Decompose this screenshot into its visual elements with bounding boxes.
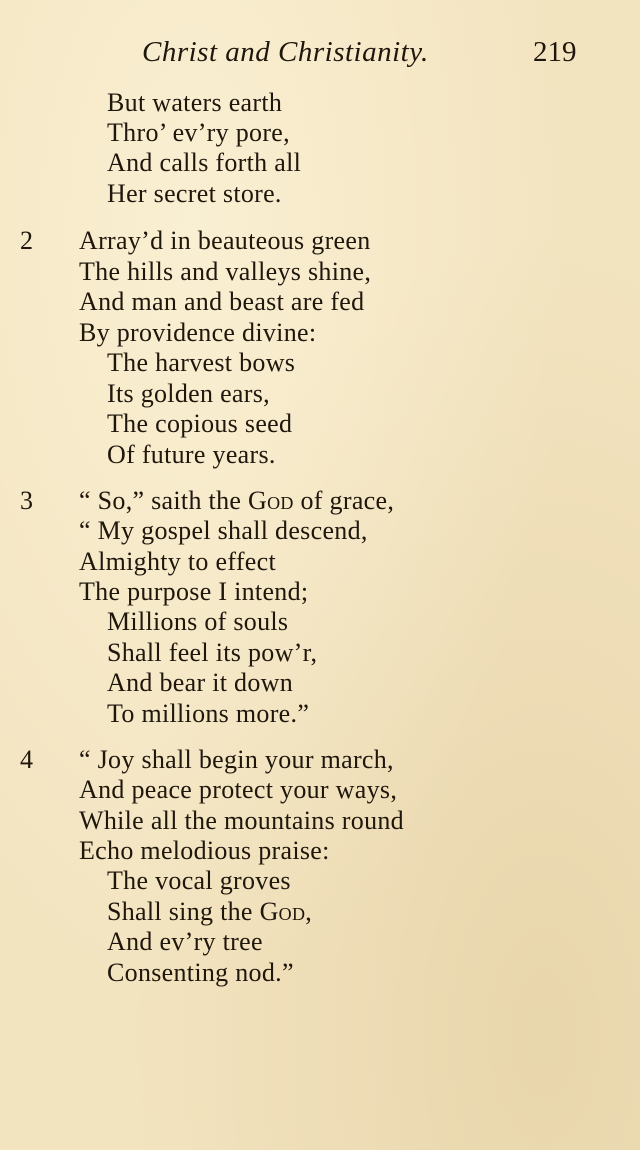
verse-line: And man and beast are fed [79, 287, 365, 316]
divine-name: God [248, 486, 294, 515]
verse-line: “ My gospel shall descend, [79, 516, 368, 545]
verse-line: Array’d in beauteous green [79, 226, 371, 255]
verse-line [107, 897, 312, 927]
verse-line: The hills and valleys shine, [79, 257, 372, 286]
verse-text: “ So,” saith the [79, 486, 249, 515]
verse-line: While all the mountains round [79, 806, 404, 835]
page-number: 219 [533, 36, 577, 68]
verse-line: Consenting nod.” [107, 958, 294, 987]
verse-line: And bear it down [107, 668, 294, 697]
verse-line: And calls forth all [107, 148, 302, 177]
running-title: Christ and Christianity. [142, 36, 429, 68]
verse-line: Its golden ears, [107, 379, 270, 408]
stanza-number: 2 [20, 226, 33, 255]
verse-line: “ Joy shall begin your march, [79, 745, 394, 774]
verse-line [79, 486, 394, 516]
verse-line: To millions more.” [107, 699, 310, 728]
verse-line: The purpose I intend; [79, 577, 309, 606]
verse-text: , [305, 897, 313, 926]
verse-line: The copious seed [107, 409, 293, 438]
verse-line: And ev’ry tree [107, 927, 263, 956]
verse-line: The vocal groves [107, 866, 291, 895]
verse-line: By providence divine: [79, 318, 317, 347]
verse-line: Almighty to effect [79, 547, 276, 576]
stanza-number: 3 [20, 486, 33, 515]
verse-line: Thro’ ev’ry pore, [107, 118, 290, 147]
verse-line: Echo melodious praise: [79, 836, 330, 865]
verse-line: But waters earth [107, 88, 283, 117]
verse-text: of grace, [293, 486, 395, 515]
stanza-number: 4 [20, 745, 33, 774]
verse-line: Her secret store. [107, 179, 282, 208]
verse-line: The harvest bows [107, 348, 296, 377]
verse-line: Shall feel its pow’r, [107, 638, 318, 667]
verse-text: Shall sing the [107, 897, 260, 926]
divine-name: God [259, 897, 306, 926]
verse-line: And peace protect your ways, [79, 775, 398, 804]
verse-line: Millions of souls [107, 607, 289, 636]
verse-line: Of future years. [107, 440, 276, 469]
